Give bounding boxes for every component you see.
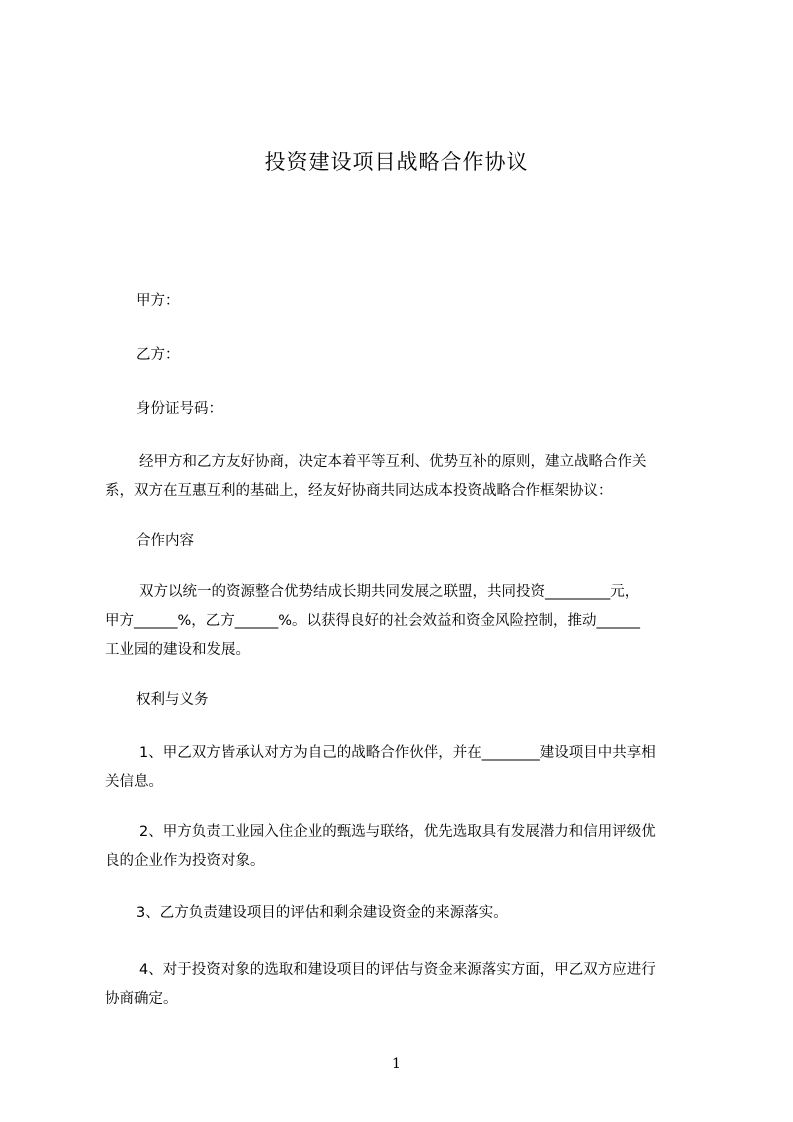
item-1-line-2: 关信息。 bbox=[105, 774, 163, 790]
item-2-line-2: 良的企业作为投资对象。 bbox=[105, 853, 265, 869]
item-1-line-1: 1、甲乙双方皆承认对方为自己的战略合作伙伴，并在________建设项目中共享相 bbox=[139, 745, 656, 761]
cooperation-line-3: 工业园的建设和发展。 bbox=[105, 642, 250, 658]
intro-line-2: 系，双方在互惠互利的基础上，经友好协商共同达成本投资战略合作框架协议： bbox=[105, 483, 613, 499]
intro-line-1: 经甲方和乙方友好协商，决定本着平等互利、优势互补的原则，建立战略合作关 bbox=[139, 454, 647, 470]
item-3-paragraph bbox=[105, 899, 705, 928]
party-b-text: 乙方： bbox=[136, 347, 180, 363]
item-3-line-1: 3、乙方负责建设项目的评估和剩余建设资金的来源落实。 bbox=[136, 905, 508, 921]
item-2-paragraph bbox=[105, 818, 705, 876]
section-heading-rights bbox=[105, 686, 705, 715]
party-a-text: 甲方： bbox=[136, 293, 180, 309]
page-number: 1 bbox=[392, 1056, 401, 1072]
party-b-label bbox=[105, 341, 705, 370]
item-4-paragraph bbox=[105, 956, 705, 1014]
section-heading-cooperation bbox=[105, 527, 705, 556]
id-number-label bbox=[105, 395, 705, 424]
id-number-text: 身份证号码： bbox=[136, 401, 223, 417]
cooperation-line-2: 甲方______%，乙方______%。以获得良好的社会效益和资金风险控制，推动______ bbox=[105, 613, 641, 629]
item-1-paragraph bbox=[105, 739, 705, 797]
document-title: 投资建设项目战略合作协议 bbox=[264, 150, 529, 174]
cooperation-line-1: 双方以统一的资源整合优势结成长期共同发展之联盟，共同投资_________元， bbox=[139, 584, 640, 600]
item-4-line-2: 协商确定。 bbox=[105, 991, 178, 1007]
cooperation-paragraph bbox=[105, 578, 705, 665]
section-cooperation-text: 合作内容 bbox=[136, 533, 194, 549]
item-4-line-1: 4、对于投资对象的选取和建设项目的评估与资金来源落实方面，甲乙双方应进行 bbox=[139, 962, 656, 978]
section-rights-text: 权利与义务 bbox=[136, 692, 209, 708]
intro-paragraph bbox=[105, 448, 705, 506]
item-2-line-1: 2、甲方负责工业园入住企业的甄选与联络，优先选取具有发展潜力和信用评级优 bbox=[139, 824, 656, 840]
party-a-label bbox=[105, 287, 705, 316]
